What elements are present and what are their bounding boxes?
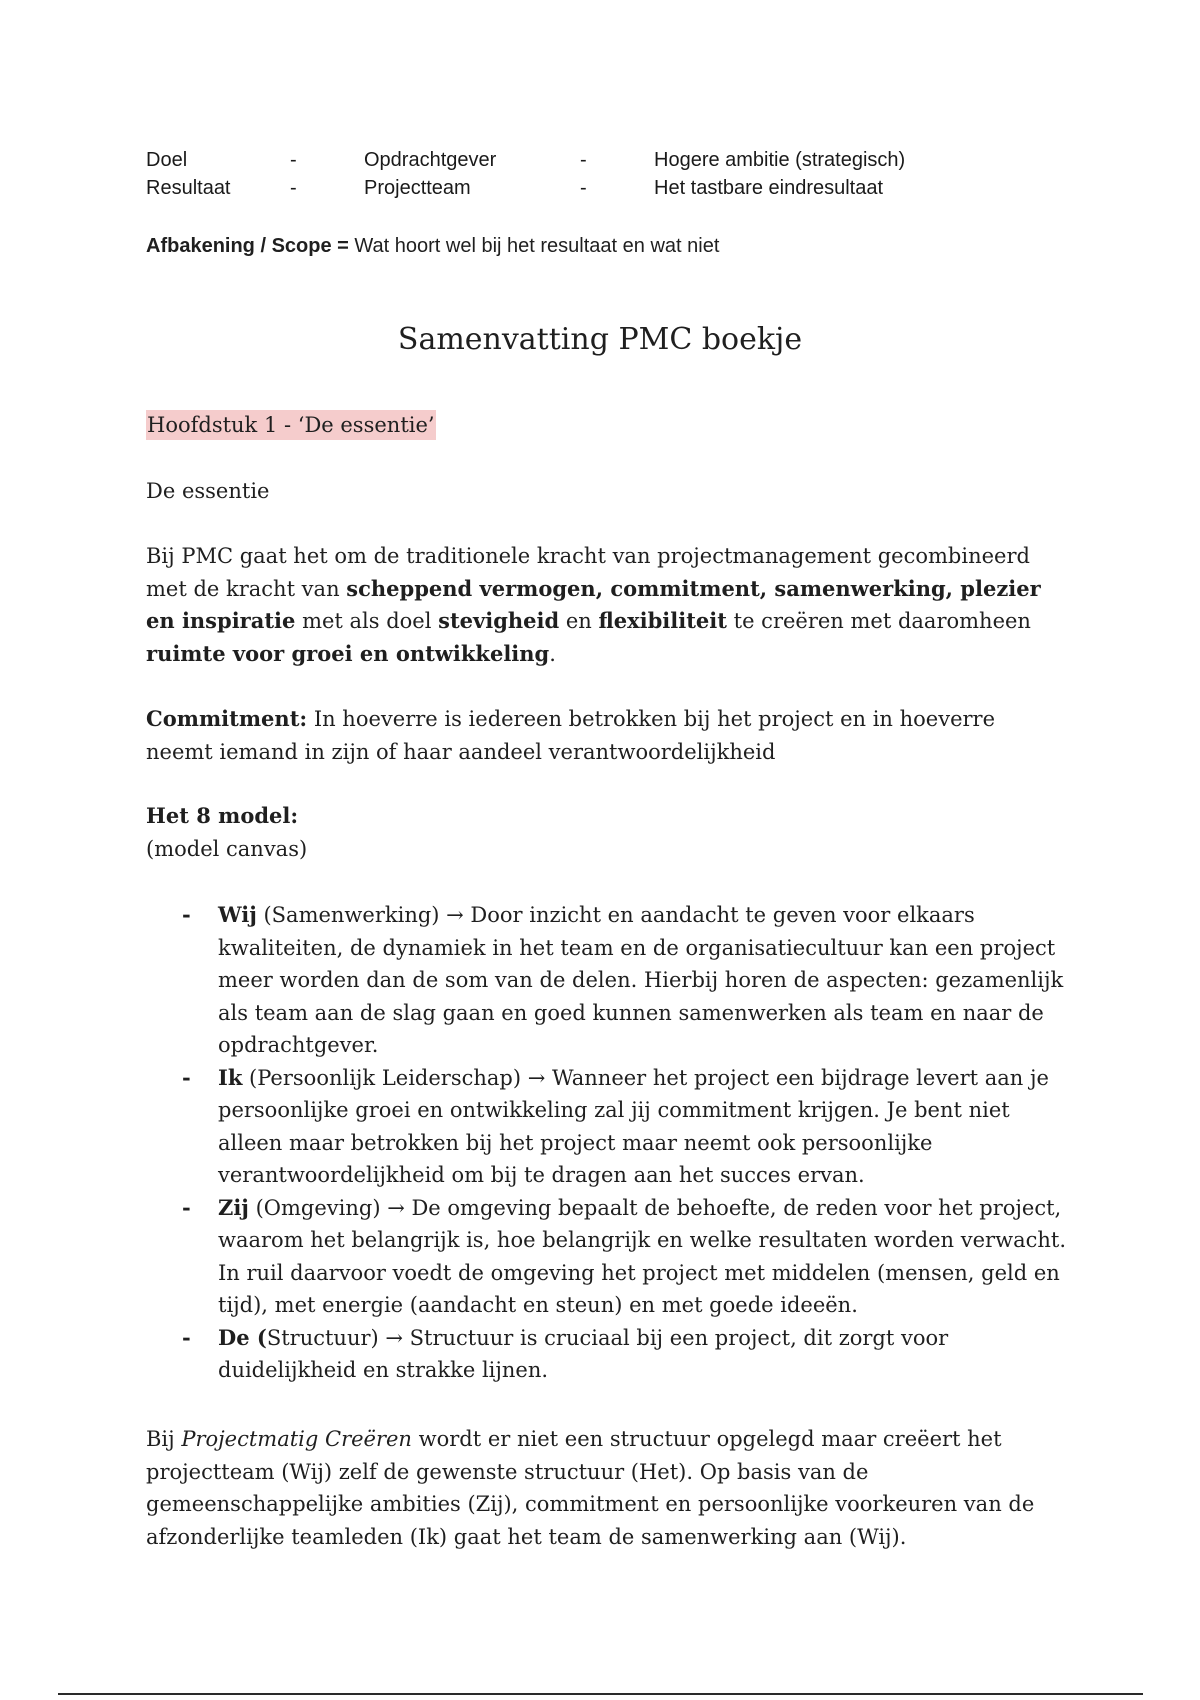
intro-paragraph bbox=[146, 540, 1068, 670]
row-description: Het tastbare eindresultaat bbox=[654, 177, 884, 199]
intro-bold: samenwerking bbox=[774, 575, 946, 601]
closing-italic: Projectmatig Creëren bbox=[181, 1427, 412, 1451]
row-term: Doel bbox=[146, 149, 188, 171]
row-description: Hogere ambitie (strategisch) bbox=[654, 149, 906, 171]
commitment-label: Commitment: bbox=[146, 706, 308, 731]
intro-bold: flexibiliteit bbox=[598, 608, 727, 633]
intro-text: te creëren met daaromheen bbox=[726, 609, 1031, 633]
intro-text: en bbox=[559, 609, 599, 633]
intro-text: met als doel bbox=[295, 609, 439, 633]
closing-text: Bij bbox=[146, 1427, 182, 1451]
bullet-dash: - bbox=[182, 1194, 191, 1220]
model-key: De ( bbox=[218, 1324, 267, 1350]
intro-bold: , bbox=[945, 575, 961, 601]
intro-text: . bbox=[549, 641, 556, 666]
intro-text: Bij PMC gaat het om de traditionele kracht van projectmanagement gecombineerd met de kracht van bbox=[146, 544, 1030, 601]
model-title: Het 8 model: bbox=[146, 803, 299, 828]
model-key: Wij bbox=[218, 902, 257, 927]
closing-text: wordt er niet een structuur opgelegd maar creëert het projectteam (Wij) zelf de gewenste structuur (Het). Op basis van de gemeenschappelijke ambities (Zij), commitment en persoonlijke voorkeuren van de afzonderlijke teamleden (Ik) gaat het team de samenwerking aan (Wij). bbox=[146, 1427, 1035, 1549]
model-text: Structuur) → Structuur is cruciaal bij een project, dit zorgt voor duidelijkheid en strakke lijnen. bbox=[218, 1325, 949, 1382]
list-item bbox=[146, 899, 1076, 1062]
intro-bold: ruimte voor groei en ontwikkeling bbox=[146, 640, 550, 666]
commitment-text: In hoeverre is iedereen betrokken bij het project en in hoeverre neemt iemand in zijn of haar aandeel verantwoordelijkheid bbox=[146, 707, 996, 764]
row-dash: - bbox=[580, 149, 587, 171]
model-key: Zij bbox=[218, 1194, 249, 1220]
bullet-dash: - bbox=[182, 1324, 191, 1350]
row-role: Projectteam bbox=[364, 177, 471, 199]
page-divider bbox=[58, 1693, 1143, 1695]
list-item bbox=[146, 1322, 1076, 1387]
chapter-heading: Hoofdstuk 1 - ‘De essentie’ bbox=[146, 410, 436, 440]
intro-bold: commitment bbox=[610, 575, 760, 601]
intro-bold: plezier en inspiratie bbox=[146, 575, 1041, 633]
scope-definition bbox=[146, 232, 719, 260]
model-list bbox=[146, 899, 1076, 1387]
model-subtitle: (model canvas) bbox=[146, 837, 308, 861]
intro-bold: , bbox=[595, 575, 611, 601]
page-title: Samenvatting PMC boekje bbox=[397, 322, 803, 357]
list-item bbox=[146, 1062, 1076, 1192]
row-dash: - bbox=[290, 149, 297, 171]
closing-paragraph bbox=[146, 1423, 1068, 1553]
section-heading: De essentie bbox=[146, 479, 270, 503]
bullet-dash: - bbox=[182, 1064, 191, 1090]
row-term: Resultaat bbox=[146, 177, 231, 199]
scope-text: Wat hoort wel bij het resultaat en wat niet bbox=[348, 235, 720, 257]
intro-bold: , bbox=[759, 575, 775, 601]
scope-label: Afbakening / Scope = bbox=[146, 235, 349, 257]
bullet-dash: - bbox=[182, 902, 191, 927]
row-dash: - bbox=[290, 177, 297, 199]
model-text: (Samenwerking) → Door inzicht en aandacht te geven voor elkaars kwaliteiten, de dynamiek in het team en de organisatiecultuur kan een project meer worden dan de som van de delen. Hierbij horen de aspecten: gezamenlijk als team aan de slag gaan en goed kunnen samenwerken als team en naar de opdrachtgever. bbox=[218, 903, 1064, 1057]
intro-bold: scheppend vermogen bbox=[346, 575, 596, 601]
model-text: (Persoonlijk Leiderschap) → Wanneer het project een bijdrage levert aan je persoonlijke groei en ontwikkeling zal jij commitment krijgen. Je bent niet alleen maar betrokken bij het project maar neemt ook persoonlijke verantwoordelijkheid om bij te dragen aan het succes ervan. bbox=[218, 1065, 1049, 1187]
row-dash: - bbox=[580, 177, 587, 199]
model-text: (Omgeving) → De omgeving bepaalt de behoefte, de reden voor het project, waarom het belangrijk is, hoe belangrijk en welke resultaten worden verwacht. In ruil daarvoor voedt de omgeving het project met middelen (mensen, geld en tijd), met energie (aandacht en steun) en met goede ideeën. bbox=[218, 1195, 1066, 1317]
row-role: Opdrachtgever bbox=[364, 149, 497, 171]
model-key: Ik bbox=[218, 1064, 243, 1090]
commitment-paragraph bbox=[146, 703, 1068, 768]
intro-bold: stevigheid bbox=[438, 608, 560, 633]
list-item bbox=[146, 1192, 1076, 1322]
